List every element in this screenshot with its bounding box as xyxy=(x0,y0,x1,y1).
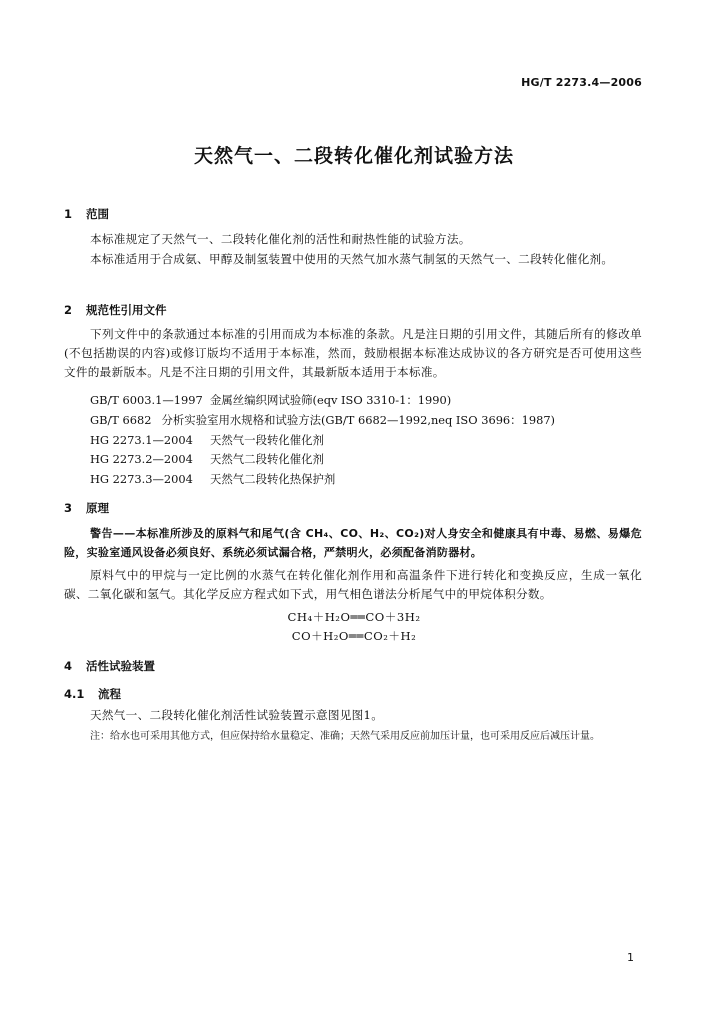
reference-title: 分析实验室用水规格和试验方法(GB/T 6682—1992,neq ISO 3696：1987) xyxy=(161,413,556,427)
flow-paragraph: 天然气一、二段转化催化剂活性试验装置示意图见图1。 xyxy=(90,708,384,722)
flow-note: 注：给水也可采用其他方式，但应保持给水量稳定、准确；天然气采用反应前加压计量，也可采用反应后减压计量。 xyxy=(90,731,600,742)
reference-item xyxy=(90,392,451,408)
section-4-heading xyxy=(64,658,155,674)
section-1-heading xyxy=(64,206,109,222)
section-3-heading xyxy=(64,500,109,516)
section-2-heading xyxy=(64,302,167,318)
reference-title: 天然气一段转化催化剂 xyxy=(210,433,324,447)
reference-item xyxy=(90,471,335,487)
standard-number: HG/T 2273.4—2006 xyxy=(521,76,642,89)
reference-code: HG 2273.3—2004 xyxy=(90,472,193,486)
section-4-1-number: 4.1 xyxy=(64,687,85,701)
scope-paragraph-2: 本标准适用于合成氨、甲醇及制氢装置中使用的天然气加水蒸气制氢的天然气一、二段转化催化剂。 xyxy=(90,252,614,266)
section-3-title: 原理 xyxy=(86,501,109,515)
page-number: 1 xyxy=(627,951,634,964)
document-title: 天然气一、二段转化催化剂试验方法 xyxy=(193,145,514,167)
section-4-1-title: 流程 xyxy=(98,687,121,701)
reference-item xyxy=(90,432,324,448)
section-4-number: 4 xyxy=(64,659,73,673)
section-1-title: 范围 xyxy=(86,207,109,221)
reference-code: HG 2273.2—2004 xyxy=(90,452,193,466)
reference-code: GB/T 6682 xyxy=(90,413,152,427)
reference-title: 天然气二段转化热保护剂 xyxy=(210,472,336,486)
reference-title: 天然气二段转化催化剂 xyxy=(210,452,324,466)
reference-code: HG 2273.1—2004 xyxy=(90,433,193,447)
principle-paragraph: 原料气中的甲烷与一定比例的水蒸气在转化催化剂作用和高温条件下进行转化和变换反应，生成一氧化碳、二氧化碳和氢气。其化学反应方程式如下式，用气相色谱法分析尾气中的甲烷体积分数。 xyxy=(64,568,642,601)
section-4-1-heading xyxy=(64,686,121,702)
scope-paragraph-1: 本标准规定了天然气一、二段转化催化剂的活性和耐热性能的试验方法。 xyxy=(90,232,471,246)
reference-item xyxy=(90,412,555,428)
section-1-number: 1 xyxy=(64,207,73,221)
safety-warning: 警告——本标准所涉及的原料气和尾气(含 CH₄、CO、H₂、CO₂)对人身安全和健康具有中毒、易燃、易爆危险，实验室通风设备必须良好、系统必须试漏合格，严禁明火，必须配备消防器材。 xyxy=(64,527,642,559)
section-2-title: 规范性引用文件 xyxy=(86,303,167,317)
section-3-number: 3 xyxy=(64,501,73,515)
section-2-number: 2 xyxy=(64,303,73,317)
reaction-equation-2: CO＋H₂O══CO₂＋H₂ xyxy=(291,629,417,643)
reference-item xyxy=(90,451,324,467)
section-4-title: 活性试验装置 xyxy=(86,659,155,673)
reference-title: 金属丝编织网试验筛(eqv ISO 3310-1：1990) xyxy=(210,393,452,407)
reaction-equation-1: CH₄＋H₂O══CO＋3H₂ xyxy=(287,610,421,624)
reference-code: GB/T 6003.1—1997 xyxy=(90,393,203,407)
normative-intro: 下列文件中的条款通过本标准的引用而成为本标准的条款。凡是注日期的引用文件，其随后所有的修改单(不包括勘误的内容)或修订版均不适用于本标准，然而，鼓励根据本标准达成协议的各方研究是否可使用这些文件的最新版本。凡是不注日期的引用文件，其最新版本适用于本标准。 xyxy=(64,327,642,379)
